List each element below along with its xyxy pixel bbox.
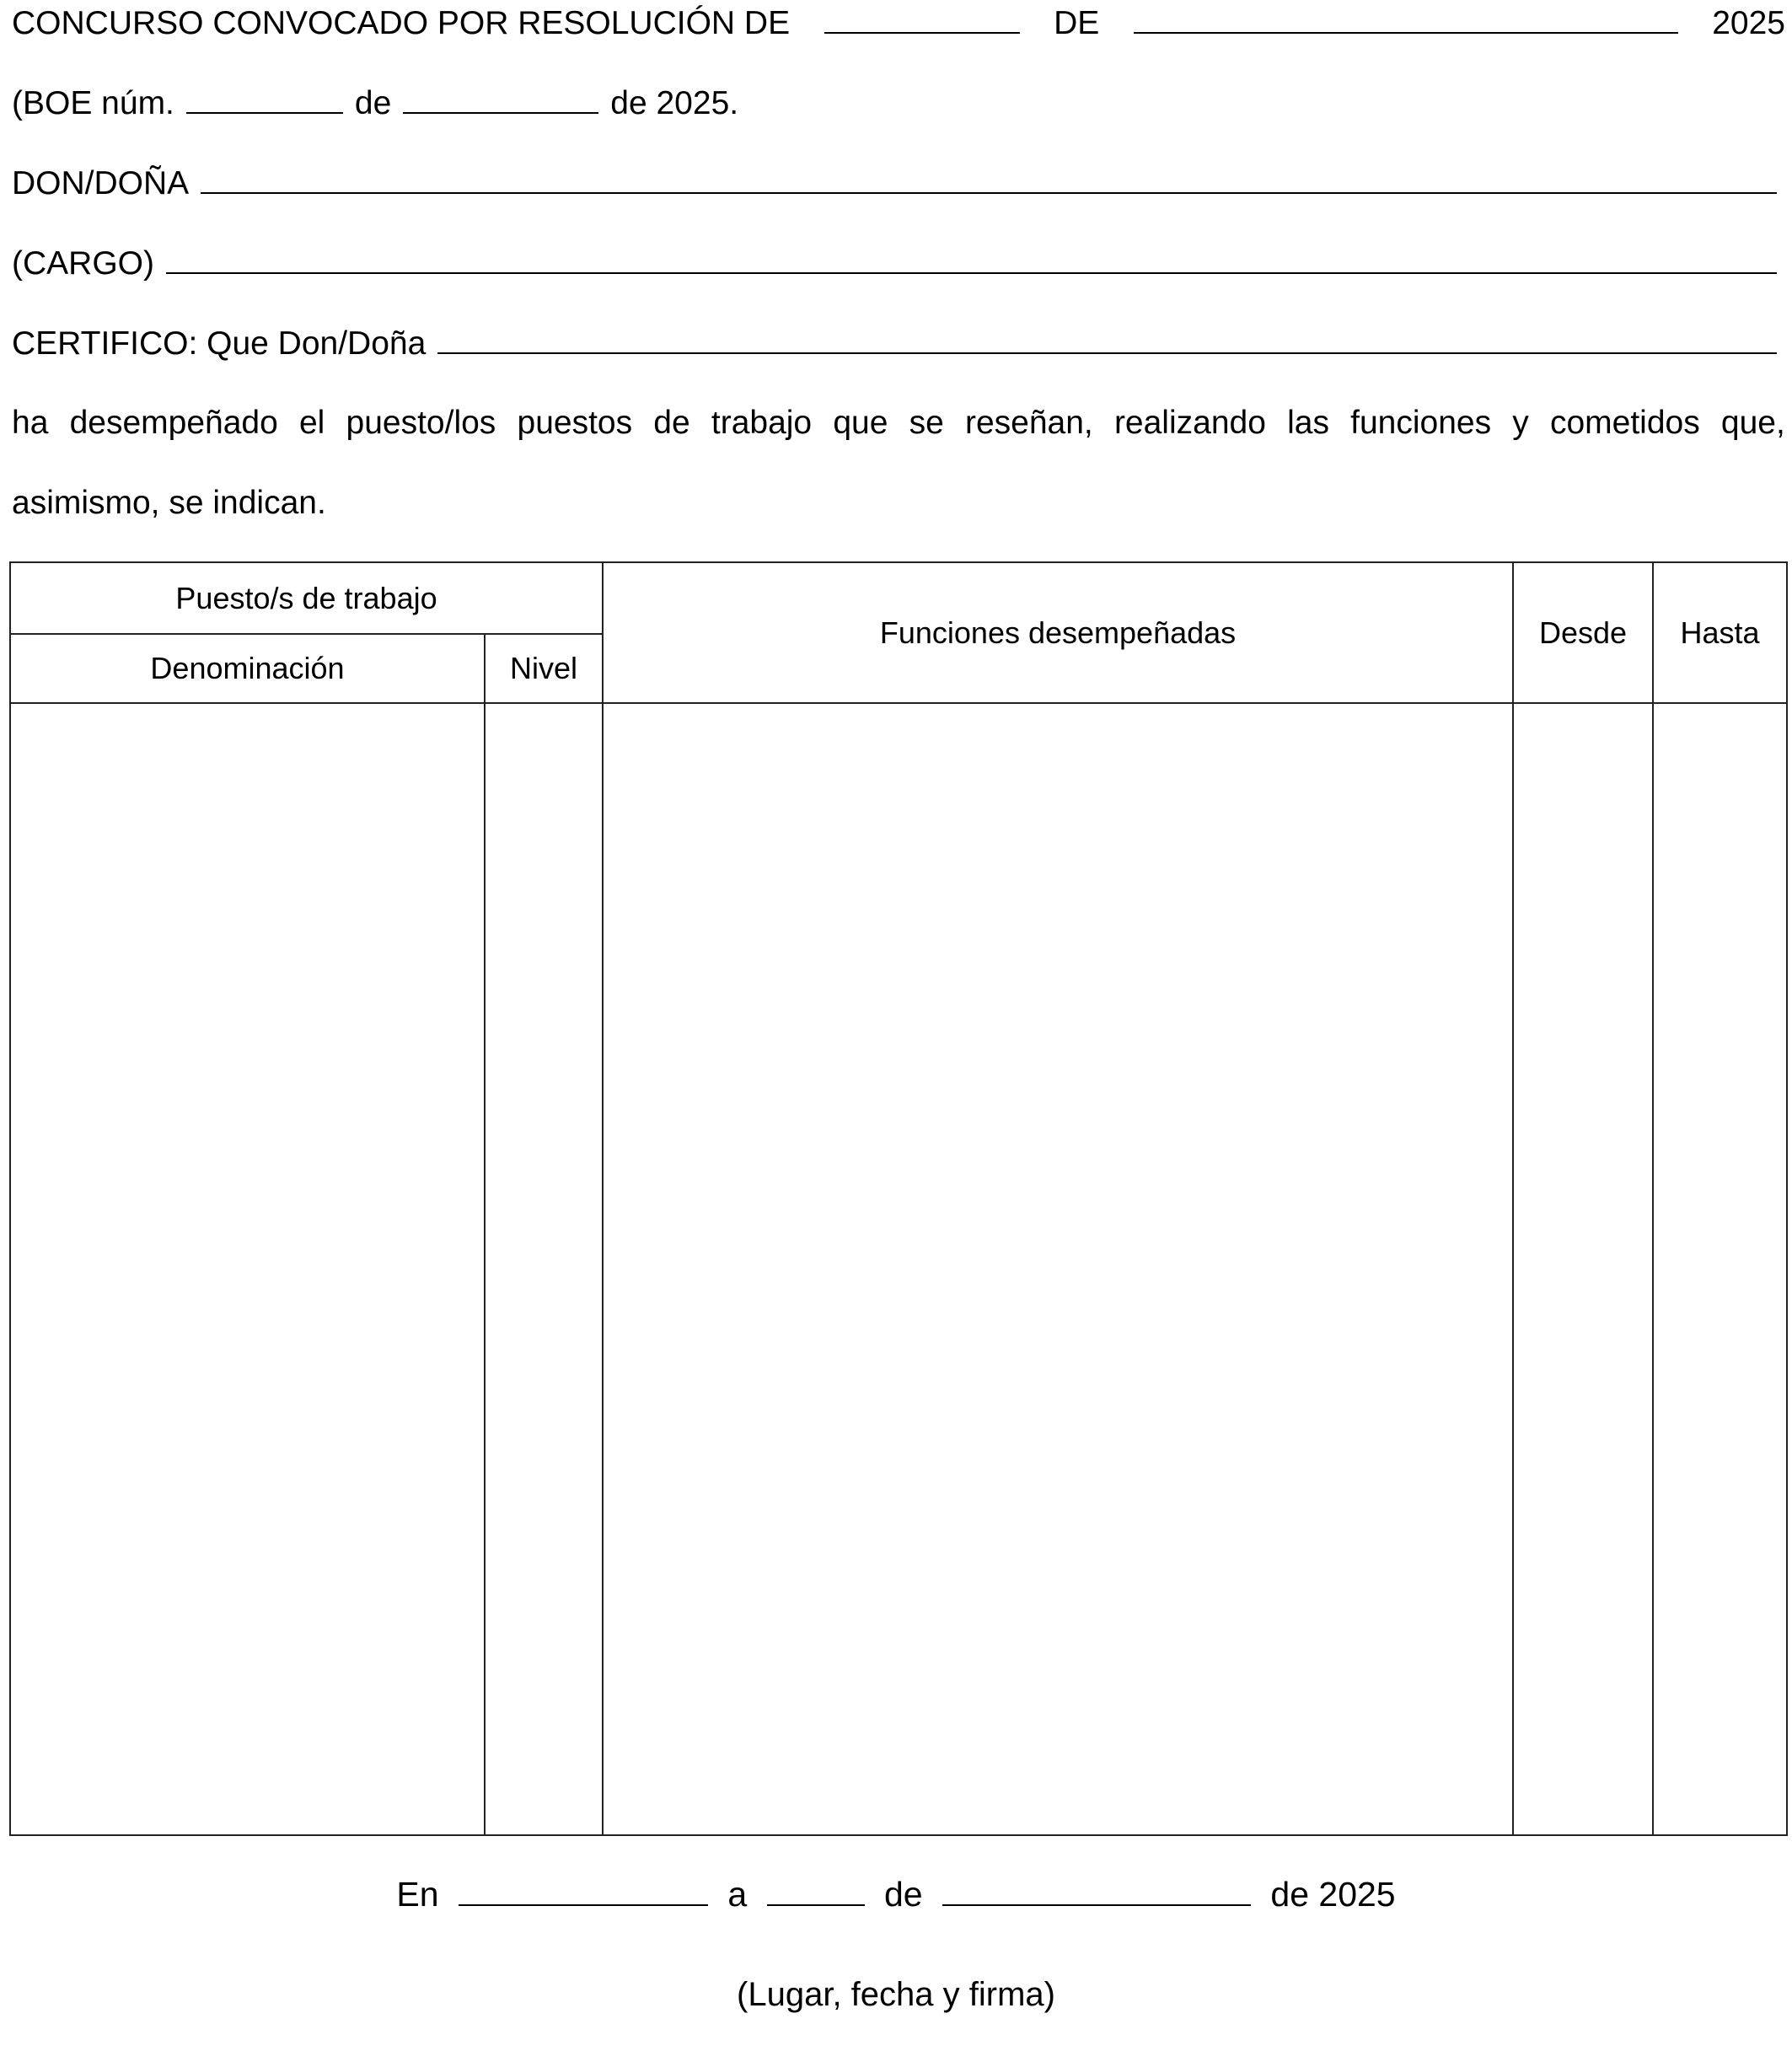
desde-header: Desde bbox=[1513, 562, 1653, 703]
body-word: desempeñado bbox=[69, 405, 278, 441]
body-word: realizando bbox=[1113, 405, 1266, 441]
header-line-cargo bbox=[12, 244, 1785, 283]
body-continuation-text: asimismo, se indican. bbox=[12, 485, 326, 521]
body-word: funciones bbox=[1350, 405, 1492, 441]
resolucion-label: CONCURSO CONVOCADO POR RESOLUCIÓN DE bbox=[12, 5, 791, 41]
boe-date-blank[interactable] bbox=[403, 83, 598, 114]
body-word: que, bbox=[1720, 405, 1785, 441]
month-blank[interactable] bbox=[942, 1874, 1251, 1906]
signature-note: (Lugar, fecha y firma) bbox=[737, 1976, 1055, 2013]
boe-de-label: de bbox=[354, 85, 392, 121]
body-word: puesto/los bbox=[346, 405, 496, 441]
boe-number-blank[interactable] bbox=[186, 83, 343, 114]
nivel-cell[interactable] bbox=[485, 703, 603, 1835]
body-word: y bbox=[1512, 405, 1529, 441]
en-label: En bbox=[396, 1875, 439, 1914]
denominacion-cell[interactable] bbox=[10, 703, 485, 1835]
header-line-boe bbox=[12, 83, 1785, 123]
nivel-header: Nivel bbox=[485, 634, 603, 703]
body-word: el bbox=[298, 405, 325, 441]
header-line-certifico bbox=[12, 324, 1785, 363]
funciones-header: Funciones desempeñadas bbox=[603, 562, 1513, 703]
certifico-name-blank[interactable] bbox=[437, 324, 1777, 354]
body-word: se bbox=[909, 405, 944, 441]
desde-cell[interactable] bbox=[1513, 703, 1653, 1835]
place-blank[interactable] bbox=[459, 1874, 708, 1906]
body-word: trabajo bbox=[711, 405, 813, 441]
body-word: reseñan, bbox=[964, 405, 1093, 441]
cargo-label: (CARGO) bbox=[12, 245, 154, 282]
body-word: puestos bbox=[517, 405, 633, 441]
place-date-line bbox=[0, 1873, 1792, 1915]
resolucion-day-blank[interactable] bbox=[824, 3, 1020, 34]
body-text-line bbox=[12, 404, 1785, 443]
table-row bbox=[10, 703, 1787, 1835]
funciones-cell[interactable] bbox=[603, 703, 1513, 1835]
body-word: ha bbox=[12, 405, 49, 441]
certifico-label: CERTIFICO: Que Don/Doña bbox=[12, 325, 427, 362]
header-line-resolucion bbox=[12, 3, 1785, 43]
body-text-continuation bbox=[12, 484, 1785, 523]
don-dona-label: DON/DOÑA bbox=[12, 165, 190, 201]
body-word: de bbox=[653, 405, 690, 441]
a-label: a bbox=[727, 1875, 748, 1914]
resolucion-month-blank[interactable] bbox=[1134, 3, 1678, 34]
boe-year-label: de 2025. bbox=[610, 85, 739, 121]
de-label: de bbox=[883, 1875, 923, 1914]
puestos-group-header: Puesto/s de trabajo bbox=[10, 562, 603, 634]
body-word: cometidos bbox=[1549, 405, 1700, 441]
hasta-cell[interactable] bbox=[1653, 703, 1787, 1835]
resolucion-de-label: DE bbox=[1054, 5, 1100, 41]
denominacion-header: Denominación bbox=[10, 634, 485, 703]
day-blank[interactable] bbox=[767, 1874, 865, 1906]
cargo-blank[interactable] bbox=[166, 244, 1777, 274]
body-word: que bbox=[833, 405, 888, 441]
body-word: las bbox=[1287, 405, 1329, 441]
hasta-header: Hasta bbox=[1653, 562, 1787, 703]
don-dona-name-blank[interactable] bbox=[201, 164, 1777, 194]
year-label: de 2025 bbox=[1270, 1875, 1396, 1914]
resolucion-year: 2025 bbox=[1712, 5, 1785, 41]
puestos-table bbox=[9, 561, 1788, 1836]
boe-label: (BOE núm. bbox=[12, 85, 174, 121]
header-line-don-dona bbox=[12, 164, 1785, 203]
